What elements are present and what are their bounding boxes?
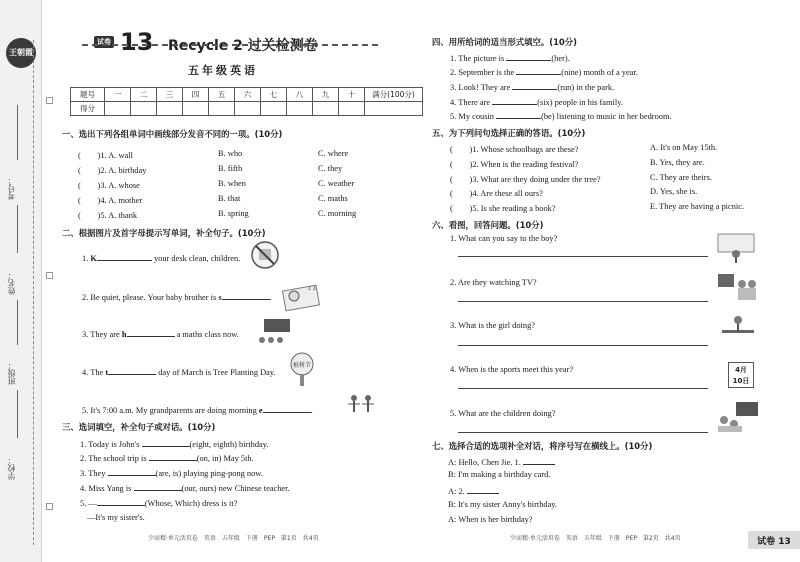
- s1-option-a: wall: [118, 151, 133, 160]
- s7-blank[interactable]: [467, 485, 499, 494]
- s1-option-b: spring: [227, 209, 249, 218]
- s4-item: [450, 81, 614, 92]
- s2-post: your desk clean, children.: [151, 254, 241, 263]
- s3-options: (Whose, Which) dress is it?: [144, 499, 238, 508]
- s2-pre: 2. Be quiet, please. Your baby brother is: [82, 293, 219, 302]
- class-label: 班级：: [7, 361, 16, 385]
- s3-blank[interactable]: [149, 452, 197, 461]
- s4-pre: 2. September is the: [450, 68, 517, 77]
- paper-number: 13: [120, 28, 154, 56]
- score-input-cell[interactable]: [365, 102, 423, 116]
- s7-line: B: It's my sister Anny's birthday.: [448, 500, 558, 509]
- s1-option-b-row: B. fifth: [218, 164, 243, 173]
- score-input-cell[interactable]: [131, 102, 157, 116]
- s4-pre: 3. Look! They are: [450, 83, 513, 92]
- s6-question: 1. What can you say to the boy?: [450, 234, 558, 243]
- hole-marker: [46, 503, 53, 510]
- score-cell: 五: [209, 88, 235, 102]
- s1-item: [78, 194, 142, 206]
- s1-option-b-row: B. spring: [218, 209, 249, 218]
- s2-hint-letter: K: [90, 254, 97, 263]
- s2-hint-letter: s: [218, 293, 222, 302]
- s1-option-b: fifth: [227, 164, 243, 173]
- s5-answer: B. Yes, they are.: [650, 158, 705, 167]
- s2-item: [82, 404, 313, 415]
- s3-reply: —It's my sister's.: [87, 513, 145, 522]
- s1-option-c-row: C. morning: [318, 209, 357, 218]
- score-cell: 一: [105, 88, 131, 102]
- s5-answer: A. It's on May 15th.: [650, 143, 718, 152]
- s2-post: a maths class now.: [174, 330, 239, 339]
- s1-option-c-row: C. where: [318, 149, 349, 158]
- no-littering-sign-picture: [250, 240, 280, 270]
- s3-options: (eight, eighth) birthday.: [189, 440, 269, 449]
- s6-question: 5. What are the children doing?: [450, 409, 556, 418]
- s3-blank[interactable]: [97, 497, 145, 506]
- score-cell: 九: [313, 88, 339, 102]
- s1-num: ( )5. A.: [78, 211, 119, 220]
- s2-blank[interactable]: [127, 328, 175, 337]
- s5-answer: E. They are having a picnic.: [650, 202, 745, 211]
- s3-blank[interactable]: [142, 438, 190, 447]
- s6-answer-line[interactable]: [458, 256, 708, 257]
- children-class-picture: [716, 400, 760, 434]
- cut-line: [33, 40, 34, 545]
- s2-pre: 1.: [82, 254, 91, 263]
- footer-right: 少而精·单元活页卷 英语 五年级 下册 PEP 第2页 共4页: [510, 535, 681, 542]
- score-input-cell[interactable]: [157, 102, 183, 116]
- school-label: 学校：: [7, 456, 16, 480]
- score-cell: 七: [261, 88, 287, 102]
- score-table-score-row: [71, 102, 423, 116]
- section7-heading: 七、选择合适的选项补全对话，将序号写在横线上。(10分): [432, 441, 653, 451]
- score-cell: 四: [183, 88, 209, 102]
- s1-option-c: they: [327, 164, 343, 173]
- paper-corner-label: 试卷 13: [748, 531, 800, 549]
- score-table-header-row: [71, 88, 423, 102]
- s6-question: 3. What is the girl doing?: [450, 321, 535, 330]
- s1-option-b-row: B. that: [218, 194, 241, 203]
- score-input-cell[interactable]: [235, 102, 261, 116]
- s7-line: B: I'm making a birthday card.: [448, 470, 551, 479]
- s2-item: [82, 291, 272, 302]
- section5-heading: 五、为下列问句选择正确的答语。(10分): [432, 128, 586, 138]
- s3-item: [80, 467, 263, 478]
- score-cell: 三: [157, 88, 183, 102]
- score-input-cell[interactable]: [339, 102, 365, 116]
- s7-line: A: When is her birthday?: [448, 515, 533, 524]
- s5-answer: C. They are theirs.: [650, 173, 712, 182]
- maths-class-picture: [256, 318, 292, 346]
- s2-post: day of March is Tree Planting Day.: [156, 368, 276, 377]
- exam-number-line: [17, 105, 18, 160]
- score-cell: 六: [235, 88, 261, 102]
- morning-exercise-picture: [346, 392, 376, 422]
- s4-post: (run) in the park.: [557, 83, 615, 92]
- score-cell: 满分(100分): [365, 88, 423, 102]
- s3-options: (on, in) May 5th.: [196, 454, 254, 463]
- s4-blank[interactable]: [492, 96, 537, 105]
- s2-pre: 4. The: [82, 368, 106, 377]
- s1-option-b: who: [227, 149, 243, 158]
- s2-hint-letter: t: [105, 368, 109, 377]
- s3-item: [80, 482, 290, 493]
- s7-line: [448, 485, 499, 496]
- s1-option-a: mother: [118, 196, 143, 205]
- s4-post: (six) people in his family.: [537, 98, 623, 107]
- s2-blank[interactable]: [97, 252, 152, 261]
- s2-item: [82, 366, 276, 377]
- s4-post: (be) listening to music in her bedroom.: [541, 112, 672, 121]
- s1-item: [78, 164, 146, 176]
- s1-num: ( )4. A.: [78, 196, 119, 205]
- s2-blank[interactable]: [263, 404, 311, 413]
- s1-option-a: birthday: [118, 166, 147, 175]
- section2-heading: 二、根据图片及首字母提示写单词，补全句子。(10分): [62, 228, 266, 238]
- tree-planting-picture: [286, 352, 318, 388]
- s4-blank[interactable]: [516, 66, 561, 75]
- s1-option-c: weather: [327, 179, 355, 188]
- score-cell: 题号: [71, 88, 105, 102]
- s3-item: [80, 497, 237, 508]
- section6-heading: 六、看图，回答问题。(10分): [432, 220, 544, 230]
- s1-option-b: when: [227, 179, 246, 188]
- s1-option-c: maths: [327, 194, 348, 203]
- s1-option-c-row: C. weather: [318, 179, 355, 188]
- score-input-cell[interactable]: [209, 102, 235, 116]
- s6-answer-line[interactable]: [458, 388, 708, 389]
- class-line: [17, 300, 18, 345]
- s6-answer-line[interactable]: [458, 301, 708, 302]
- s3-item: [80, 452, 254, 463]
- s1-option-c: morning: [327, 209, 357, 218]
- score-input-cell[interactable]: [287, 102, 313, 116]
- score-input-cell[interactable]: [105, 102, 131, 116]
- s2-blank[interactable]: [108, 366, 156, 375]
- s1-num: ( )2. A.: [78, 166, 119, 175]
- s4-post: (nine) month of a year.: [561, 68, 638, 77]
- calendar-month: 4月: [735, 366, 747, 374]
- s1-option-c: where: [327, 149, 349, 158]
- name-label: 姓名：: [7, 271, 16, 295]
- hole-marker: [46, 97, 53, 104]
- publisher-logo: 王朝霞: [6, 38, 36, 68]
- s1-item: [78, 209, 137, 221]
- s2-post: .: [310, 406, 313, 415]
- s3-blank[interactable]: [134, 482, 182, 491]
- calendar-day: 10日: [732, 377, 750, 385]
- svg-text:z z: z z: [308, 284, 316, 292]
- s1-option-c-row: C. they: [318, 164, 343, 173]
- s1-num: ( )3. A.: [78, 181, 119, 190]
- s1-item: [78, 179, 140, 191]
- footer-left: 少而精·单元活页卷 英语 五年级 下册 PEP 第1页 共4页: [148, 535, 319, 542]
- name-line: [17, 205, 18, 253]
- s7-blank[interactable]: [523, 456, 555, 465]
- s5-answer: D. Yes, she is.: [650, 187, 698, 196]
- boy-picture: [716, 232, 756, 264]
- s3-pre: 1. Today is John's: [80, 440, 142, 449]
- s2-pre: 5. It's 7:00 a.m. My grandparents are doing morning: [82, 406, 259, 415]
- s2-pre: 3. They are: [82, 330, 122, 339]
- s3-pre: 4. Miss Yang is: [80, 484, 134, 493]
- s3-pre: 2. The school trip is: [80, 454, 149, 463]
- s1-num: ( )1. A.: [78, 151, 119, 160]
- s4-pre: 5. My cousin: [450, 112, 497, 121]
- section3-heading: 三、选词填空，补全句子或对话。(10分): [62, 422, 216, 432]
- paper-tag: 试卷: [94, 36, 114, 48]
- s4-blank[interactable]: [496, 110, 541, 119]
- s5-question: ( )2. When is the reading festival?: [450, 160, 579, 169]
- s5-question: ( )5. Is she reading a book?: [450, 204, 556, 213]
- score-input-cell[interactable]: [313, 102, 339, 116]
- score-cell: 二: [131, 88, 157, 102]
- paper-title: Recycle 2 过关检测卷: [168, 38, 318, 54]
- s3-item: [80, 438, 269, 449]
- s3-options: (are, is) playing ping-pong now.: [155, 469, 263, 478]
- watching-tv-picture: [716, 270, 758, 304]
- s2-hint-letter: h: [121, 330, 127, 339]
- s1-option-b-row: B. when: [218, 179, 246, 188]
- s4-post: (her).: [551, 54, 570, 63]
- s3-pre: 3. They: [80, 469, 108, 478]
- s3-pre: 5. —: [80, 499, 97, 508]
- paper-header: [80, 26, 380, 66]
- header-divider: [82, 44, 378, 46]
- girl-picture: [718, 312, 758, 342]
- binding-strip: [0, 0, 42, 562]
- sleeping-baby-picture: [282, 280, 322, 312]
- s2-item: [82, 252, 240, 263]
- s6-question: 2. Are they watching TV?: [450, 278, 537, 287]
- score-input-cell[interactable]: [183, 102, 209, 116]
- s4-blank[interactable]: [512, 81, 557, 90]
- exam-number-label: 考号：: [7, 176, 16, 200]
- score-table: [70, 87, 423, 116]
- calendar-picture: [728, 362, 754, 388]
- s6-answer-line[interactable]: [458, 432, 708, 433]
- hole-marker: [46, 272, 53, 279]
- s2-post: .: [269, 293, 272, 302]
- s2-hint-letter: e: [258, 406, 263, 415]
- s2-blank[interactable]: [222, 291, 270, 300]
- s2-item: [82, 328, 239, 339]
- s7-text: A: 2.: [448, 487, 465, 496]
- tree-picture-text: 植树节: [293, 363, 312, 369]
- s1-option-b: that: [227, 194, 241, 203]
- s6-answer-line[interactable]: [458, 345, 708, 346]
- s4-item: [450, 110, 672, 121]
- s6-question: 4. When is the sports meet this year?: [450, 365, 574, 374]
- s4-item: [450, 96, 623, 107]
- s4-pre: 1. The picture is: [450, 54, 507, 63]
- score-label: 得分: [71, 102, 105, 116]
- s3-blank[interactable]: [108, 467, 156, 476]
- score-input-cell[interactable]: [261, 102, 287, 116]
- s4-blank[interactable]: [506, 52, 551, 61]
- s4-pre: 4. There are: [450, 98, 493, 107]
- paper-subtitle: 五年级英语: [188, 64, 258, 77]
- s5-question: ( )3. What are they doing under the tree?: [450, 175, 601, 184]
- s3-options: (our, ours) new Chinese teacher.: [181, 484, 290, 493]
- s5-question: ( )1. Whose schoolbags are these?: [450, 145, 579, 154]
- s7-line: [448, 456, 555, 467]
- s5-question: ( )4. Are these all ours?: [450, 189, 543, 198]
- s1-option-b-row: B. who: [218, 149, 243, 158]
- s1-option-a: thank: [118, 211, 138, 220]
- s1-option-a: whose: [118, 181, 140, 190]
- s7-text: A: Hello, Chen Jie. 1.: [448, 458, 521, 467]
- s1-item: [78, 149, 133, 161]
- score-cell: 八: [287, 88, 313, 102]
- s4-item: [450, 52, 570, 63]
- school-line: [17, 390, 18, 438]
- score-cell: 十: [339, 88, 365, 102]
- s1-option-c-row: C. maths: [318, 194, 348, 203]
- section1-heading: 一、选出下列各组单词中画线部分发音不同的一项。(10分): [62, 129, 283, 139]
- section4-heading: 四、用所给词的适当形式填空。(10分): [432, 37, 577, 47]
- s4-item: [450, 66, 638, 77]
